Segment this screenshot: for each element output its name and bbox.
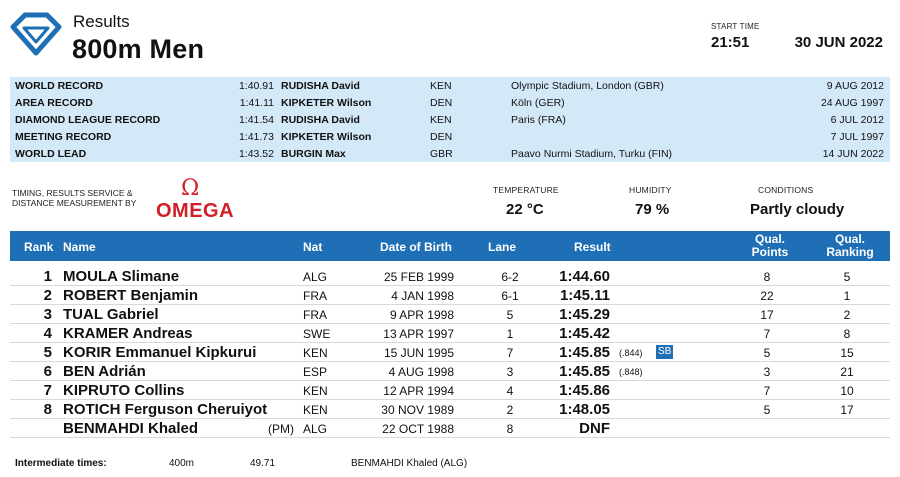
lane: 6-2 (501, 270, 519, 284)
qual-points: 5 (763, 346, 771, 360)
record-date: 7 JUL 1997 (830, 131, 884, 143)
record-row (10, 111, 890, 128)
record-row (10, 128, 890, 145)
qual-ranking: 8 (843, 327, 851, 341)
table-row (10, 324, 890, 343)
conditions-label: CONDITIONS (758, 185, 814, 195)
lane: 7 (506, 346, 514, 360)
rank: 2 (43, 287, 52, 304)
athlete-name: KIPRUTO Collins (63, 382, 185, 399)
record-venue: Olympic Stadium, London (GBR) (511, 80, 664, 92)
nat: FRA (303, 289, 327, 303)
result: 1:44.60 (559, 268, 610, 285)
date-of-birth: 30 NOV 1989 (381, 403, 454, 417)
humidity-label: HUMIDITY (629, 185, 672, 195)
record-time: 1:41.11 (239, 97, 274, 109)
lane: 6-1 (501, 289, 519, 303)
record-holder: RUDISHA David (281, 114, 360, 126)
record-holder: KIPKETER Wilson (281, 131, 372, 143)
record-venue: Paavo Nurmi Stadium, Turku (FIN) (511, 148, 673, 160)
record-venue: Paris (FRA) (511, 114, 566, 126)
tie-break-time: (.848) (619, 367, 643, 377)
nat: ALG (303, 422, 328, 436)
date-of-birth: 9 APR 1998 (389, 308, 454, 322)
table-row (10, 362, 890, 381)
record-nat: DEN (430, 97, 453, 109)
qual-points: 3 (763, 365, 771, 379)
qual-points: 7 (763, 384, 771, 398)
col-header-result: Result (574, 240, 611, 254)
intermediate-distance: 400m (169, 458, 195, 469)
col-header-text: Ranking (826, 245, 874, 259)
athlete-name: ROBERT Benjamin (63, 287, 199, 304)
timing-credit-line: DISTANCE MEASUREMENT BY (12, 198, 137, 208)
qual-ranking: 17 (840, 403, 854, 417)
record-date: 9 AUG 2012 (826, 80, 884, 92)
nat: ALG (303, 270, 328, 284)
record-holder: BURGIN Max (281, 148, 346, 160)
record-row (10, 145, 890, 162)
col-header-rank: Rank (24, 240, 54, 254)
col-header-qual-ranking (822, 233, 878, 259)
tie-break-time: (.844) (619, 348, 643, 358)
timing-credit (12, 188, 136, 208)
start-time-label: START TIME (711, 22, 760, 31)
record-time: 1:41.54 (238, 114, 274, 126)
result: DNF (579, 420, 610, 437)
temperature-value: 22 °C (506, 201, 544, 218)
col-header-text: Qual. (834, 232, 865, 246)
nat: KEN (303, 346, 328, 360)
record-type: WORLD LEAD (15, 148, 87, 160)
rank: 8 (43, 401, 52, 418)
qual-ranking: 5 (843, 270, 851, 284)
intermediate-times-label: Intermediate times: (15, 458, 107, 469)
nat: KEN (303, 384, 328, 398)
qual-points: 17 (760, 308, 774, 322)
date-of-birth: 4 AUG 1998 (388, 365, 454, 379)
record-nat: KEN (430, 80, 452, 92)
nat: SWE (303, 327, 331, 341)
date-of-birth: 12 APR 1994 (383, 384, 454, 398)
conditions-value: Partly cloudy (750, 201, 845, 218)
start-time: 21:51 (711, 34, 750, 51)
col-header-name: Name (63, 240, 96, 254)
record-row (10, 94, 890, 111)
col-header-qual-points (745, 233, 795, 259)
qual-points: 22 (760, 289, 774, 303)
lane: 4 (506, 384, 514, 398)
athlete-name: BENMAHDI Khaled (63, 420, 199, 437)
record-holder: KIPKETER Wilson (281, 97, 372, 109)
record-type: DIAMOND LEAGUE RECORD (15, 114, 161, 126)
nat: FRA (303, 308, 327, 322)
result: 1:45.42 (559, 325, 610, 342)
athlete-name: KORIR Emmanuel Kipkurui (63, 344, 257, 361)
record-nat: DEN (430, 131, 453, 143)
col-header-text: Points (751, 245, 789, 259)
results-table-header (10, 231, 890, 261)
table-row (10, 305, 890, 324)
athlete-name: BEN Adrián (63, 363, 146, 380)
record-time: 1:41.73 (238, 131, 274, 143)
qual-points: 7 (763, 327, 771, 341)
record-date: 24 AUG 1997 (820, 97, 884, 109)
omega-logo-icon: Ω (181, 176, 200, 201)
athlete-name: TUAL Gabriel (63, 306, 159, 323)
humidity-value: 79 % (635, 201, 670, 218)
record-date: 6 JUL 2012 (830, 114, 884, 126)
season-best-badge: SB (658, 346, 672, 357)
start-date: 30 JUN 2022 (794, 34, 883, 51)
date-of-birth: 4 JAN 1998 (391, 289, 454, 303)
rank: 4 (43, 325, 52, 342)
record-nat: KEN (430, 114, 452, 126)
result: 1:45.85 (559, 344, 610, 361)
rank: 7 (43, 382, 52, 399)
nat: KEN (303, 403, 328, 417)
record-holder: RUDISHA David (281, 80, 360, 92)
omega-wordmark: OMEGA (156, 200, 235, 222)
record-venue: Köln (GER) (511, 97, 565, 109)
col-header-text: Qual. (754, 232, 785, 246)
table-row (10, 286, 890, 305)
date-of-birth: 25 FEB 1999 (383, 270, 454, 284)
qual-ranking: 21 (840, 365, 854, 379)
rank: 3 (43, 306, 52, 323)
result: 1:45.85 (559, 363, 610, 380)
table-row (10, 400, 890, 419)
records-table (10, 77, 890, 162)
rank: 5 (43, 344, 52, 361)
nat: ESP (303, 365, 328, 379)
qual-points: 5 (763, 403, 771, 417)
col-header-lane: Lane (488, 240, 517, 254)
qual-ranking: 10 (840, 384, 854, 398)
col-header-dob: Date of Birth (380, 240, 452, 254)
record-nat: GBR (430, 148, 453, 160)
date-of-birth: 22 OCT 1988 (382, 422, 454, 436)
rank: 6 (43, 363, 52, 380)
table-row (10, 267, 890, 286)
record-time: 1:43.52 (238, 148, 274, 160)
lane: 5 (506, 308, 514, 322)
table-row (10, 419, 890, 438)
result: 1:45.11 (559, 287, 610, 304)
result: 1:45.86 (559, 382, 610, 399)
result: 1:45.29 (559, 306, 610, 323)
timing-credit-line: TIMING, RESULTS SERVICE & (12, 188, 133, 198)
record-row (10, 77, 890, 94)
lane: 8 (506, 422, 514, 436)
lane: 3 (506, 365, 514, 379)
athlete-name: MOULA Slimane (63, 268, 180, 285)
result: 1:48.05 (559, 401, 610, 418)
qual-ranking: 1 (843, 289, 851, 303)
record-type: AREA RECORD (15, 97, 93, 109)
intermediate-athlete: BENMAHDI Khaled (ALG) (351, 458, 468, 469)
date-of-birth: 15 JUN 1995 (383, 346, 454, 360)
table-row (10, 343, 890, 362)
qual-ranking: 15 (840, 346, 854, 360)
temperature-label: TEMPERATURE (493, 185, 559, 195)
intermediate-time: 49.71 (250, 458, 276, 469)
event-title: 800m Men (72, 34, 205, 64)
lane: 1 (506, 327, 514, 341)
date-of-birth: 13 APR 1997 (383, 327, 454, 341)
qual-ranking: 2 (843, 308, 851, 322)
col-header-nat: Nat (303, 240, 323, 254)
record-time: 1:40.91 (238, 80, 274, 92)
athlete-name: ROTICH Ferguson Cheruiyot (63, 401, 268, 418)
table-row (10, 381, 890, 400)
record-date: 14 JUN 2022 (822, 148, 884, 160)
lane: 2 (506, 403, 514, 417)
results-label: Results (73, 12, 130, 31)
qual-points: 8 (763, 270, 771, 284)
pacemaker-marker: (PM) (268, 422, 294, 436)
rank: 1 (43, 268, 52, 285)
record-type: WORLD RECORD (15, 80, 104, 92)
athlete-name: KRAMER Andreas (63, 325, 193, 342)
diamond-league-logo-icon (10, 12, 62, 56)
record-type: MEETING RECORD (15, 131, 112, 143)
